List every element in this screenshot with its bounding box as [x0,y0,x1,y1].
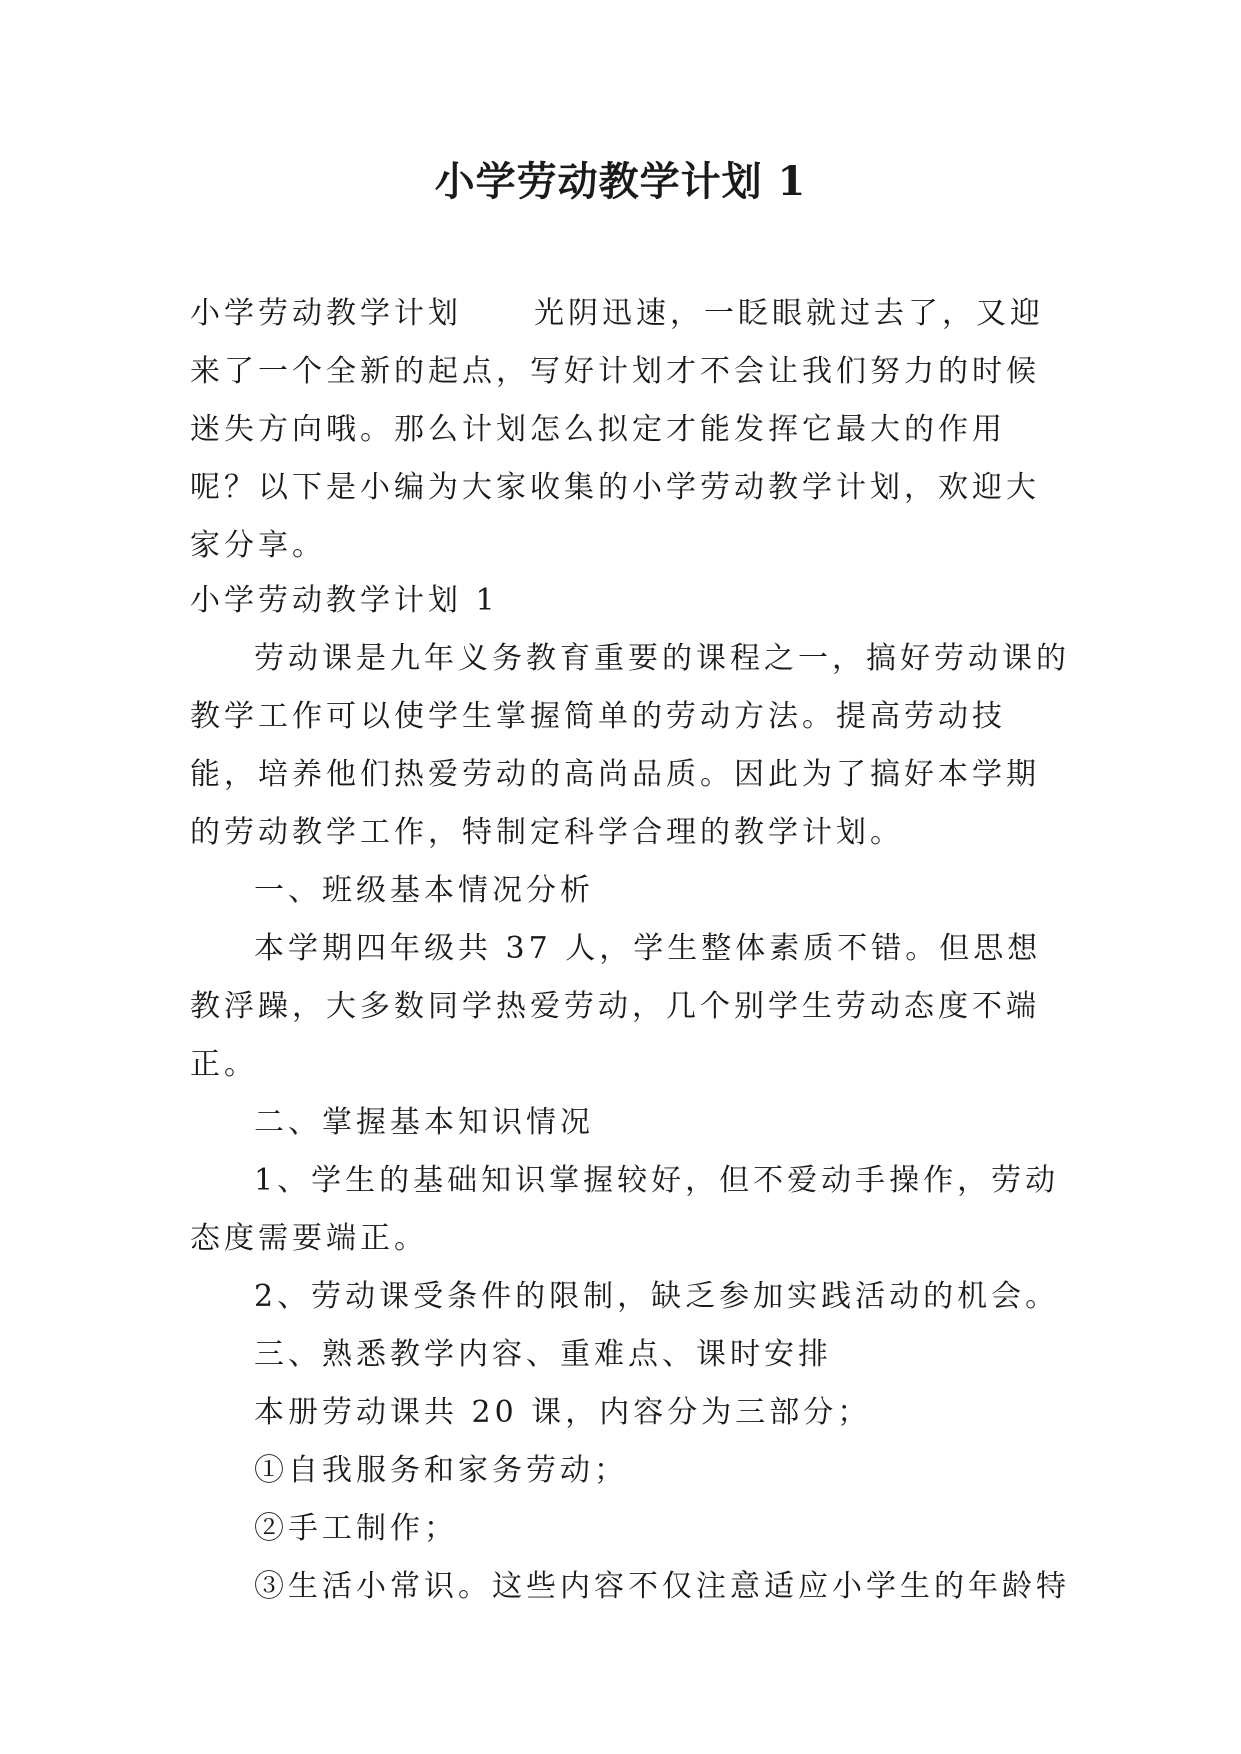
list-item: ②手工制作； [254,1511,458,1546]
paragraph: 1、学生的基础知识掌握较好，但不爱动手操作，劳动态度需要端正。 [190,1163,1060,1256]
paragraph: 劳动课是九年义务教育重要的课程之一，搞好劳动课的教学工作可以使学生掌握简单的劳动方法。提高劳动技能，培养他们热爱劳动的高尚品质。因此为了搞好本学期的劳动教学工作，特制定科学合理的教学计划。 [190,641,1070,850]
main-content [190,572,1070,1616]
heading-class-analysis: 一、班级基本情况分析 [254,873,594,908]
intro-lead: 小学劳动教学计划 [190,296,462,331]
intro-text: 光阴迅速，一眨眼就过去了，又迎来了一个全新的起点，写好计划才不会让我们努力的时候迷失方向哦。那么计划怎么拟定才能发挥它最大的作用呢？以下是小编为大家收集的小学劳动教学计划，欢迎大家分享。 [190,296,1044,563]
heading-content: 三、熟悉教学内容、重难点、课时安排 [254,1337,832,1372]
list-item: ③生活小常识。这些内容不仅注意适应小学生的年龄特 [254,1569,1070,1604]
paragraph: 本学期四年级共 37 人，学生整体素质不错。但思想教浮躁，大多数同学热爱劳动，几个别学生劳动态度不端正。 [190,931,1042,1082]
section-title: 小学劳动教学计划 1 [190,583,499,618]
heading-knowledge: 二、掌握基本知识情况 [254,1105,594,1140]
intro-paragraph [190,285,1070,575]
paragraph: 2、劳动课受条件的限制，缺乏参加实践活动的机会。 [254,1279,1060,1314]
document-title: 小学劳动教学计划 1 [434,158,807,205]
paragraph: 本册劳动课共 20 课，内容分为三部分； [254,1395,872,1430]
list-item: ①自我服务和家务劳动； [254,1453,628,1488]
